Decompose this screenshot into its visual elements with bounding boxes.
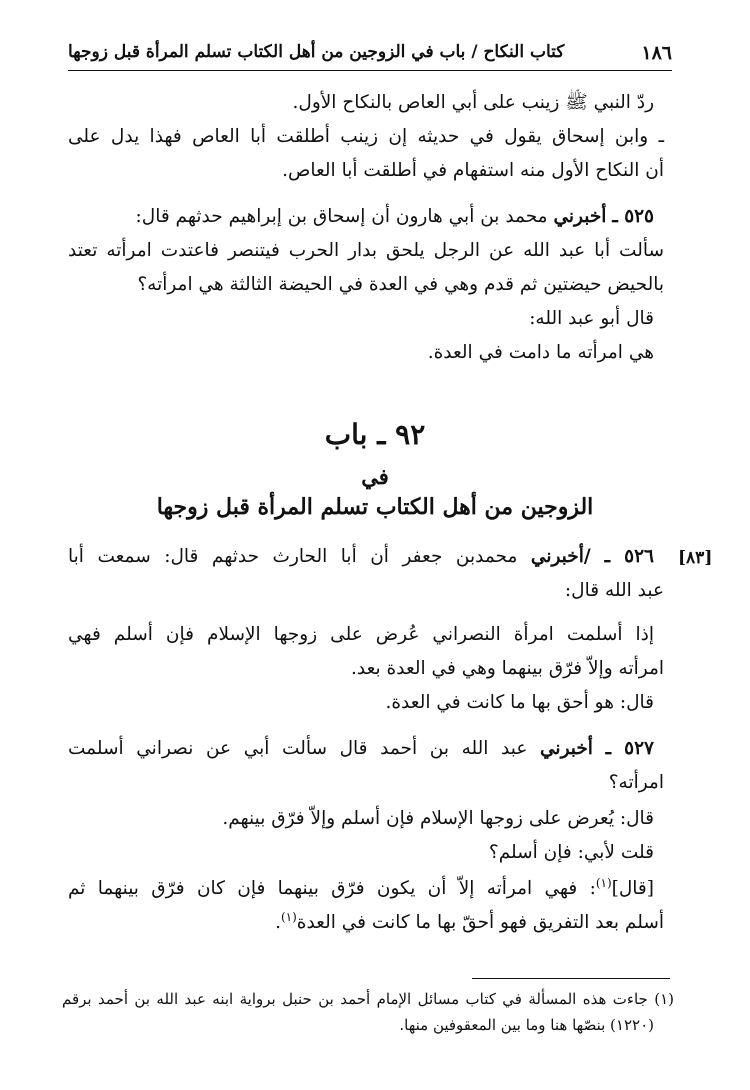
text-line: إذا أسلمت امرأة النصراني عُرض على زوجها الإسلام فإن أسلم فهي (68, 624, 654, 645)
hadith-527-line (68, 738, 654, 759)
text-line: أن النكاح الأول منه استفهام في أطلقت أبا العاص. (282, 160, 664, 181)
text-line (275, 910, 664, 933)
hadith-number: ٥٢٧ ـ (605, 738, 654, 759)
text-line: قال: هو أحق بها ما كانت في العدة. (385, 692, 654, 713)
chapter-fi: في (361, 464, 389, 489)
footnote-ref: (١) (595, 876, 612, 890)
text-line: امرأته وإلاّ فرّق بينهما وهي في العدة بعد. (351, 658, 664, 679)
text-line: ردّ النبي ﷺ زينب على أبي العاص بالنكاح الأول. (292, 92, 654, 113)
chapter-subtitle: الزوجين من أهل الكتاب تسلم المرأة قبل زوجها (156, 494, 594, 520)
footnote-ref: (١) (280, 910, 297, 924)
text-fragment: [قال] (611, 878, 654, 900)
hadith-number: ٥٢٦ ـ / (583, 546, 654, 567)
akhbarani: أخبرني (540, 738, 593, 759)
text-line: عبد الله قال: (564, 580, 664, 601)
running-title: كتاب النكاح / باب في الزوجين من أهل الكتاب تسلم المرأة قبل زوجها (68, 42, 565, 62)
footnote-line: (١٢٢٠) بنصّها هنا وما بين المعقوفين منها. (399, 1016, 654, 1034)
text-fragment: : فهي امرأته إلاّ أن يكون فرّق بينهما فإن كان فرّق بينهما ثم (68, 878, 596, 900)
text-line (68, 876, 654, 899)
text-fragment: محمد بن أبي هارون أن إسحاق بن إبراهيم حدثهم قال: (135, 206, 548, 227)
text-line: قال أبو عبد الله: (529, 308, 654, 329)
text-fragment: . (275, 912, 281, 934)
text-fragment: أسلم بعد التفريق فهو أحقّ بها ما كانت في العدة (296, 912, 664, 934)
text-line: بالحيض حيضتين ثم قدم وهي في العدة في الحيضة الثالثة هي امرأته؟ (137, 274, 664, 295)
running-header (68, 38, 672, 71)
text-line: سألت أبا عبد الله عن الرجل يلحق بدار الحرب فيتنصر فاعتدت امرأته تعتد (68, 240, 664, 261)
page-number: ١٨٦ (641, 42, 672, 64)
footnote-rule (472, 978, 670, 979)
text-line: قلت لأبي: فإن أسلم؟ (488, 842, 654, 863)
hadith-number: ٥٢٥ ـ (612, 206, 654, 227)
footnote-line: (١) جاءت هذه المسألة في كتاب مسائل الإمام أحمد بن حنبل برواية ابنه عبد الله بن أحمد برقم (62, 990, 674, 1008)
hadith-525-line (136, 206, 654, 227)
text-line: امرأته؟ (608, 772, 664, 793)
chapter-title: ٩٢ ـ باب (324, 418, 426, 451)
hadith-526-line (68, 546, 654, 567)
text-fragment: عبد الله بن أحمد قال سألت أبي عن نصراني أسلمت (68, 738, 528, 759)
akhbarani: أخبرني (530, 546, 584, 567)
text-line: قال: يُعرض على زوجها الإسلام فإن أسلم وإلاّ فرّق بينهم. (222, 808, 654, 829)
text-fragment: محمدبن جعفر أن أبا الحارث حدثهم قال: سمعت أبا (68, 546, 518, 567)
text-line: ـ وابن إسحاق يقول في حديثه إن زينب أطلقت أبا العاص فهذا يدل على (68, 126, 664, 147)
akhbarani: أخبرني (553, 206, 607, 227)
margin-reference: [٨٣] (678, 548, 713, 568)
text-line: هي امرأته ما دامت في العدة. (427, 342, 654, 363)
